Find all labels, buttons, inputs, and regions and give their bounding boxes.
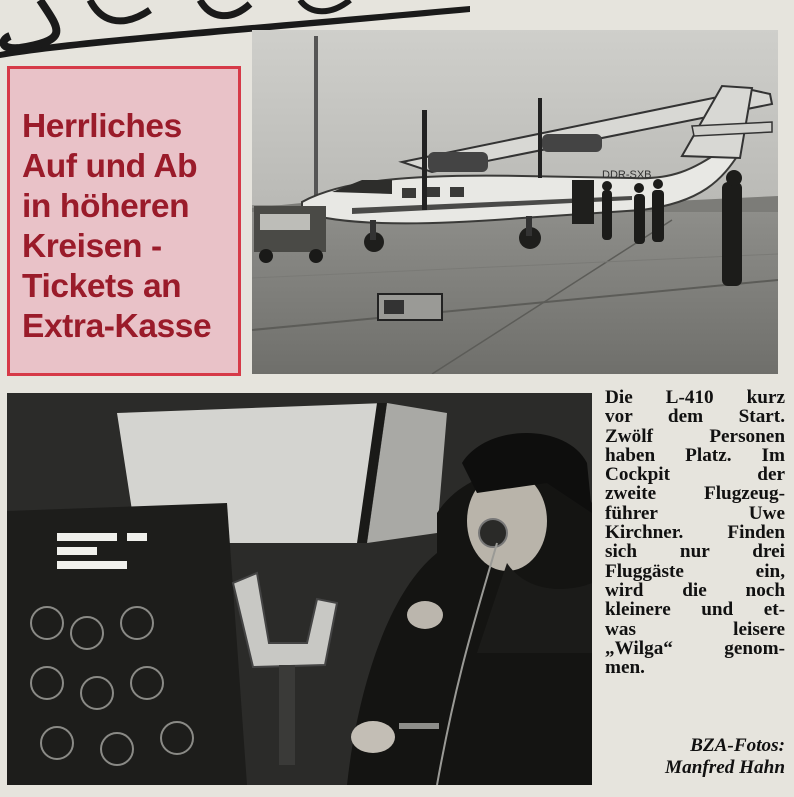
photo-cockpit-copilot: [7, 393, 592, 785]
headline-line: in höheren: [22, 188, 190, 225]
photo-credit: [605, 735, 785, 779]
headline-line: Kreisen -: [22, 228, 162, 265]
caption-line: haben Platz. Im: [605, 444, 785, 466]
headline-line: Auf und Ab: [22, 148, 198, 185]
caption-line: Fluggäste ein,: [605, 560, 785, 582]
caption-line: sich nur drei: [605, 541, 785, 563]
headline: [22, 107, 228, 347]
headline-line: Extra-Kasse: [22, 308, 212, 345]
headline-line: Herrliches: [22, 108, 182, 145]
caption-line: kleinere und et-: [605, 599, 785, 621]
headline-box: [7, 66, 241, 376]
photo-aircraft-on-apron: [252, 30, 778, 374]
credit-line-1: BZA-Fotos:: [690, 735, 785, 756]
caption-line: Kirchner. Finden: [605, 522, 785, 544]
headline-line: Tickets an: [22, 268, 182, 305]
caption-line: zweite Flugzeug-: [605, 483, 785, 505]
svg-text:DDR-SXB: DDR-SXB: [602, 169, 652, 181]
caption-line: wird die noch: [605, 579, 785, 601]
caption-line: Zwölf Personen: [605, 425, 785, 447]
caption-line: men.: [605, 657, 645, 679]
caption-line: „Wilga“ genom-: [605, 637, 785, 659]
caption-line: vor dem Start.: [605, 406, 785, 428]
caption-line: Die L-410 kurz: [605, 387, 785, 408]
photo-caption: [605, 388, 785, 677]
credit-line-2: Manfred Hahn: [665, 757, 785, 778]
caption-line: was leisere: [605, 618, 785, 640]
caption-line: führer Uwe: [605, 502, 785, 524]
caption-line: Cockpit der: [605, 464, 785, 486]
